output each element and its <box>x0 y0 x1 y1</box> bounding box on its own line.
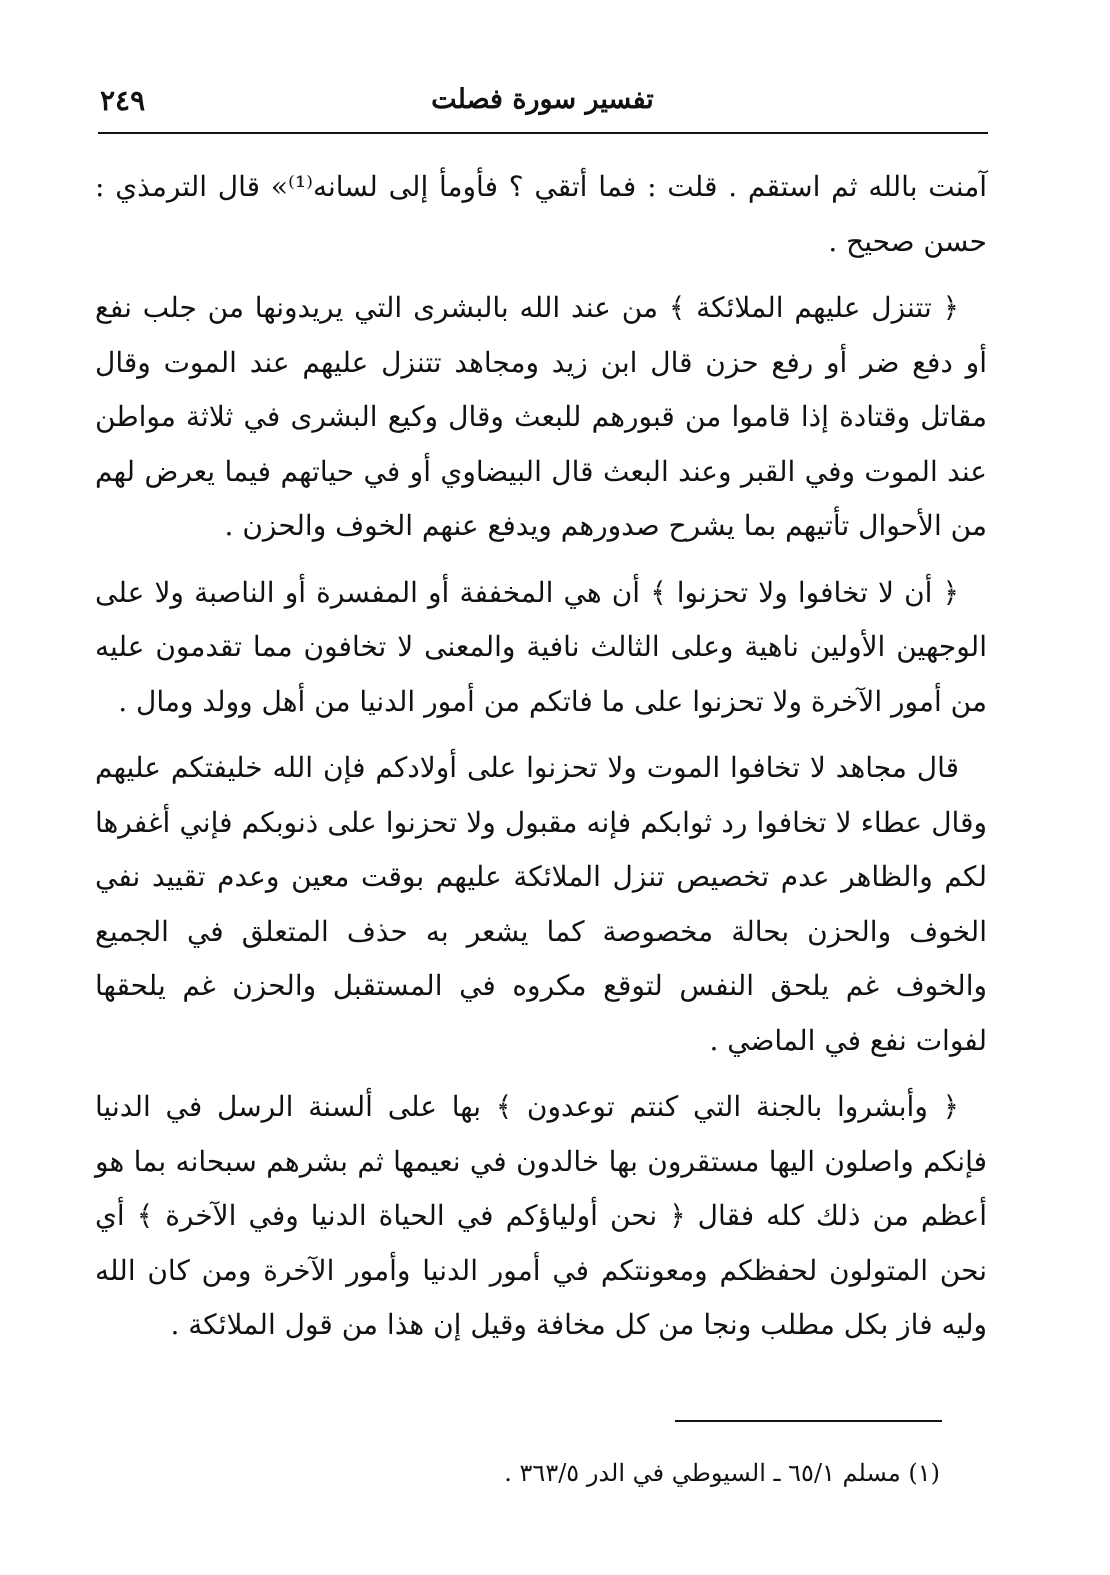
footnote-rule <box>675 1420 942 1422</box>
page-header <box>100 84 985 130</box>
header-rule <box>98 132 988 134</box>
footnote: (١) مسلم ٦٥/١ ـ السيوطي في الدر ٣٦٣/٥ . <box>504 1459 940 1487</box>
paragraph-4: قال مجاهد لا تخافوا الموت ولا تحزنوا على أولادكم فإن الله خليفتكم عليهم وقال عطاء لا تخافوا رد ثوابكم فإنه مقبول ولا تحزنوا على ذنوبكم فإني أغفرها لكم والظاهر عدم تخصيص تنزل الملائكة عليهم بوقت معين وعدم تقييد نفي الخوف والحزن بحالة مخصوصة كما يشعر به حذف المتعلق في الجميع والخوف غم يلحق النفس لتوقع مكروه في المستقبل والحزن غم يلحقها لفوات نفع في الماضي . <box>95 751 987 1057</box>
page-number: ٢٤٩ <box>100 84 146 117</box>
paragraph-3: ﴿ أن لا تخافوا ولا تحزنوا ﴾ أن هي المخففة أو المفسرة أو الناصبة ولا على الوجهين الأولين ناهية وعلى الثالث نافية والمعنى لا تخافون مما تقدمون عليه من أمور الآخرة ولا تحزنوا على ما فاتكم من أمور الدنيا من أهل وولد ومال . <box>95 575 987 718</box>
paragraph-1: آمنت بالله ثم استقم . قلت : فما أتقي ؟ فأومأ إلى لسانه⁽¹⁾» قال الترمذي : حسن صحيح . <box>95 170 987 258</box>
running-title: تفسير سورة فصلت <box>431 84 654 115</box>
paragraph-5: ﴿ وأبشروا بالجنة التي كنتم توعدون ﴾ بها على ألسنة الرسل في الدنيا فإنكم واصلون اليها مستقرون بها خالدون في نعيمها ثم بشرهم سبحانه بما هو أعظم من ذلك كله فقال ﴿ نحن أولياؤكم في الحياة الدنيا وفي الآخرة ﴾ أي نحن المتولون لحفظكم ومعونتكم في أمور الدنيا وأمور الآخرة ومن كان الله وليه فاز بكل مطلب ونجا من كل مخافة وقيل إن هذا من قول الملائكة . <box>95 1090 987 1341</box>
paragraph-2: ﴿ تتنزل عليهم الملائكة ﴾ من عند الله بالبشرى التي يريدونها من جلب نفع أو دفع ضر أو رفع حزن قال ابن زيد ومجاهد تتنزل عليهم عند الموت وقال مقاتل وقتادة إذا قاموا من قبورهم للبعث وقال وكيع البشرى في ثلاثة مواطن عند الموت وفي القبر وعند البعث قال البيضاوي أو في حياتهم فيما يعرض لهم من الأحوال تأتيهم بما يشرح صدورهم ويدفع عنهم الخوف والحزن . <box>95 291 987 542</box>
body-text <box>95 160 987 1365</box>
